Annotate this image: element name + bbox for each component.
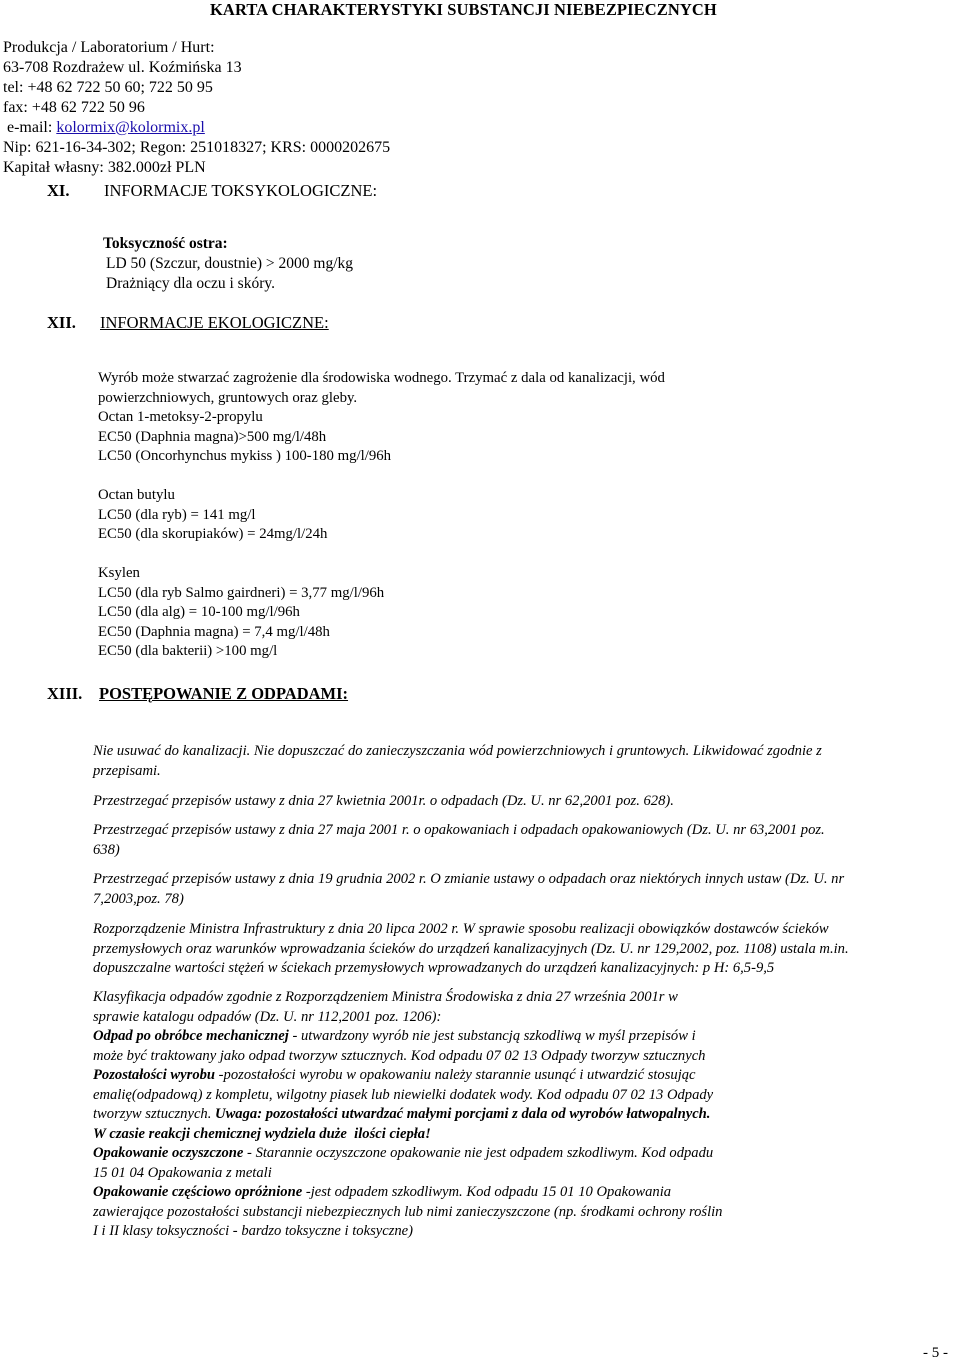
section-11-number: XI. [47, 181, 70, 200]
eco-line: powierzchniowych, gruntowych oraz gleby. [98, 389, 358, 406]
eco-line: Octan 1-metoksy-2-propylu [98, 409, 263, 425]
page-number: - 5 - [923, 1345, 948, 1361]
email-label: e-mail: [3, 119, 57, 136]
waste-line: Rozporządzenie Ministra Infrastruktury z dnia 20 lipca 2002 r. W sprawie sposobu realizacji obowiązków dostawców ścieków [93, 921, 829, 937]
document-title: KARTA CHARAKTERYSTYKI SUBSTANCJI NIEBEZPIECZNYCH [210, 0, 717, 19]
mechanical-waste-label: Odpad po obróbce mechanicznej [93, 1028, 289, 1044]
irritant-note: Drażniący dla oczu i skóry. [106, 275, 275, 292]
waste-paragraph-3 [93, 821, 825, 860]
company-address: 63-708 Rozdrażew ul. Koźmińska 13 [3, 59, 242, 76]
eco-line: LC50 (dla ryb) = 141 mg/l [98, 506, 256, 523]
waste-line: 15 01 04 Opakowania z metali [93, 1164, 272, 1181]
waste-paragraph-4 [93, 870, 844, 909]
company-capital: Kapitał własny: 382.000zł PLN [3, 159, 206, 176]
waste-line: może być traktowany jako odpad tworzyw sztucznych. Kod odpadu 07 02 13 Odpady tworzyw sztucznych [93, 1047, 706, 1064]
company-registration: Nip: 621-16-34-302; Regon: 251018327; KRS: 0000202675 [3, 139, 391, 156]
waste-line [93, 1105, 722, 1125]
cleaned-packaging-text: - Starannie oczyszczone opakowanie nie jest odpadem szkodliwym. Kod odpadu [243, 1145, 714, 1161]
waste-line: Przestrzegać przepisów ustawy z dnia 27 kwietnia 2001r. o odpadach (Dz. U. nr 62,2001 poz. 628). [93, 793, 674, 809]
waste-paragraph-2 [93, 792, 674, 812]
eco-line: Ksylen [98, 565, 140, 581]
waste-line [93, 1125, 722, 1145]
cleaned-packaging-label: Opakowanie oczyszczone [93, 1145, 244, 1161]
waste-line: Klasyfikacja odpadów zgodnie z Rozporządzeniem Ministra Środowiska z dnia 27 września 2001r w [93, 989, 678, 1005]
company-info [3, 38, 390, 178]
email-link[interactable]: kolormix@kolormix.pl [56, 119, 205, 136]
waste-line: Nie usuwać do kanalizacji. Nie dopuszczać do zanieczyszczania wód powierzchniowych i gruntowych. Likwidować zgodnie z [93, 743, 822, 759]
company-fax: fax: +48 62 722 50 96 [3, 99, 145, 116]
company-line: Produkcja / Laboratorium / Hurt: [3, 39, 215, 56]
waste-line [93, 1183, 722, 1203]
eco-line: EC50 (dla bakterii) >100 mg/l [98, 643, 278, 659]
section-12-number: XII. [47, 313, 76, 332]
eco-line: Wyrób może stwarzać zagrożenie dla środowiska wodnego. Trzymać z dala od kanalizacji, wód [98, 370, 665, 386]
waste-line [93, 1144, 722, 1164]
waste-line: zawierające pozostałości substancji niebezpiecznych lub nimi zanieczyszczone (np. środkami ochrony roślin [93, 1203, 723, 1220]
waste-line [93, 1066, 722, 1086]
waste-line: I i II klasy toksyczności - bardzo toksyczne i toksyczne) [93, 1223, 414, 1239]
acute-toxicity-heading: Toksyczność ostra: [103, 235, 228, 252]
eco-line: EC50 (Daphnia magna)>500 mg/l/48h [98, 428, 327, 445]
eco-line: LC50 (dla alg) = 10-100 mg/l/96h [98, 604, 300, 620]
waste-line: Przestrzegać przepisów ustawy z dnia 19 grudnia 2002 r. O zmianie ustawy o odpadach oraz niektórych innych ustaw (Dz. U. nr [93, 871, 845, 887]
partial-packaging-text: -jest odpadem szkodliwym. Kod odpadu 15 01 10 Opakowania [302, 1184, 672, 1200]
waste-line: Przestrzegać przepisów ustawy z dnia 27 maja 2001 r. o opakowaniach i odpadach opakowaniowych (Dz. U. nr 63,2001 poz. [93, 822, 825, 838]
section-12-title: INFORMACJE EKOLOGICZNE: [100, 313, 329, 332]
waste-line: 7,2003,poz. 78) [93, 890, 184, 907]
ecological-info [98, 369, 665, 662]
waste-line: przemysłowych oraz warunków wprowadzania ścieków do urządzeń kanalizacyjnych (Dz. U. nr 129,2002, poz. 1108) ustala m.in. [93, 940, 849, 957]
warning-note: Uwaga: pozostałości utwardzać małymi porcjami z dala od wyrobów łatwopalnych. [215, 1106, 711, 1122]
waste-paragraph-1 [93, 742, 822, 781]
residue-text-end: tworzyw sztucznych. [93, 1106, 216, 1122]
eco-line: Octan butylu [98, 487, 175, 503]
spacer [98, 545, 665, 565]
waste-line: sprawie katalogu odpadów (Dz. U. nr 112,2001 poz. 1206): [93, 1008, 442, 1025]
section-13-number: XIII. [47, 684, 83, 703]
partial-packaging-label: Opakowanie częściowo opróżnione [93, 1184, 303, 1200]
waste-line: emalię(odpadową) z kompletu, wilgotny piasek lub niewielki dodatek wody. Kod odpadu 07 02 13 Odpady [93, 1086, 714, 1103]
company-email-line [3, 118, 390, 138]
eco-line: EC50 (dla skorupiaków) = 24mg/l/24h [98, 526, 328, 542]
mechanical-waste-text: - utwardzony wyrób nie jest substancją szkodliwą w myśl przepisów i [288, 1028, 696, 1044]
residue-label: Pozostałości wyrobu [93, 1067, 216, 1083]
residue-text: -pozostałości wyrobu w opakowaniu należy starannie usunąć i utwardzić stosując [215, 1067, 696, 1083]
heat-warning: W czasie reakcji chemicznej wydziela duże ilości ciepła! [93, 1125, 431, 1142]
waste-line: dopuszczalne wartości stężeń w ściekach przemysłowych wprowadzanych do urządzeń kanalizacyjnych: p H: 6,5-9,5 [93, 960, 775, 976]
eco-line: EC50 (Daphnia magna) = 7,4 mg/l/48h [98, 623, 330, 640]
eco-line: LC50 (dla ryb Salmo gairdneri) = 3,77 mg/l/96h [98, 584, 385, 601]
waste-line: 638) [93, 841, 120, 858]
section-13-title: POSTĘPOWANIE Z ODPADAMI: [99, 684, 349, 703]
waste-classification [93, 988, 722, 1242]
spacer [98, 467, 665, 487]
waste-line [93, 1027, 722, 1047]
eco-line: LC50 (Oncorhynchus mykiss ) 100-180 mg/l/96h [98, 448, 392, 464]
ld50-value: LD 50 (Szczur, doustnie) > 2000 mg/kg [106, 255, 354, 272]
section-11-title: INFORMACJE TOKSYKOLOGICZNE: [104, 181, 378, 200]
waste-paragraph-5 [93, 920, 849, 979]
waste-line: przepisami. [93, 762, 161, 779]
company-phone: tel: +48 62 722 50 60; 722 50 95 [3, 79, 213, 96]
